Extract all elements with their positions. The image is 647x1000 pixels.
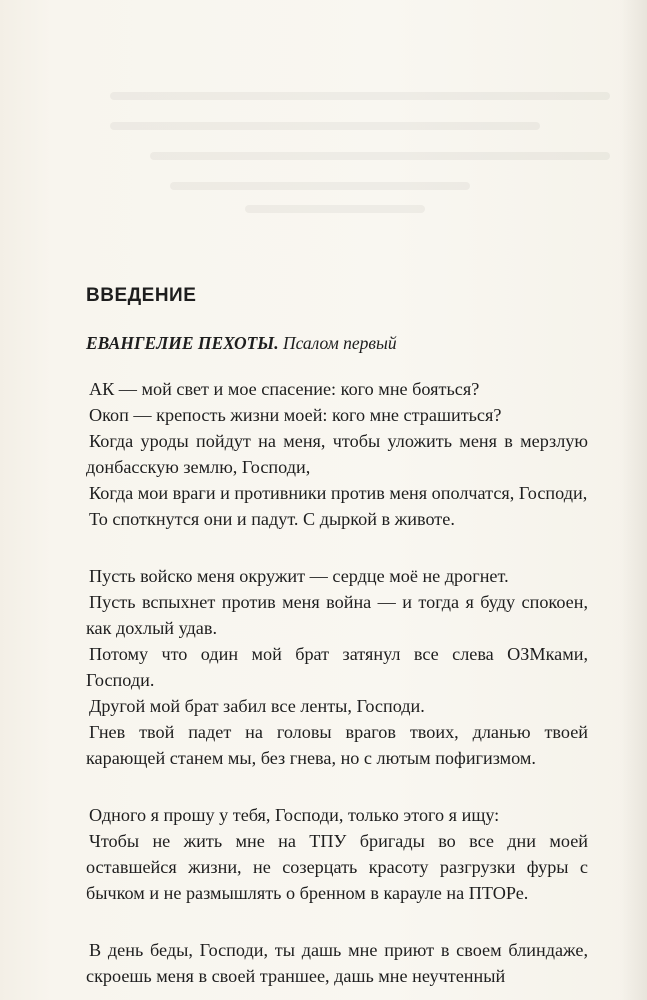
- paragraph: Потому что один мой брат затянул все слева ОЗМками, Господи.: [86, 644, 588, 690]
- show-through-line: [110, 122, 540, 130]
- paragraph: Когда мои враги и противники против меня ополчатся, Господи,: [89, 483, 588, 503]
- paragraph: Пусть вспыхнет против меня война — и тогда я буду спокоен, как дохлый удав.: [86, 592, 588, 638]
- paragraph: Когда уроды пойдут на меня, чтобы уложить меня в мерзлую донбасскую землю, Господи,: [86, 431, 588, 477]
- chapter-title: ВВЕДЕНИЕ: [86, 285, 197, 306]
- stanza-2: [86, 563, 588, 771]
- paragraph: Гнев твой падет на головы врагов твоих, дланью твоей карающей станем мы, без гнева, но с лютым пофигизмом.: [86, 722, 588, 768]
- subtitle-main: ЕВАНГЕЛИЕ ПЕХОТЫ.: [86, 333, 279, 353]
- page-content: [86, 284, 588, 989]
- stanza-1: [86, 376, 588, 532]
- stanza-4: [86, 937, 588, 989]
- stanza-3: [86, 802, 588, 906]
- paragraph: То споткнутся они и падут. С дыркой в животе.: [89, 509, 455, 529]
- show-through-line: [150, 152, 610, 160]
- show-through-line: [245, 205, 425, 213]
- chapter-subtitle: [86, 332, 588, 354]
- paragraph: АК — мой свет и мое спасение: кого мне бояться?: [89, 379, 480, 399]
- paragraph: В день беды, Господи, ты дашь мне приют в своем блиндаже, скроешь меня в своей траншее, дашь мне неучтенный: [86, 940, 588, 986]
- subtitle-rest: Псалом первый: [282, 333, 397, 353]
- show-through-line: [110, 92, 610, 100]
- paragraph: Окоп — крепость жизни моей: кого мне страшиться?: [89, 405, 502, 425]
- paragraph: Чтобы не жить мне на ТПУ бригады во все дни моей оставшейся жизни, не созерцать красоту разгрузки фуры с бычком и не размышлять о бренном в карауле на ПТОРе.: [86, 831, 588, 903]
- paragraph: Пусть войско меня окружит — сердце моё не дрогнет.: [89, 566, 509, 586]
- page-edge-shadow: [621, 0, 647, 1000]
- paragraph: Одного я прошу у тебя, Господи, только этого я ищу:: [89, 805, 500, 825]
- show-through-line: [170, 182, 470, 190]
- paragraph: Другой мой брат забил все ленты, Господи.: [89, 696, 425, 716]
